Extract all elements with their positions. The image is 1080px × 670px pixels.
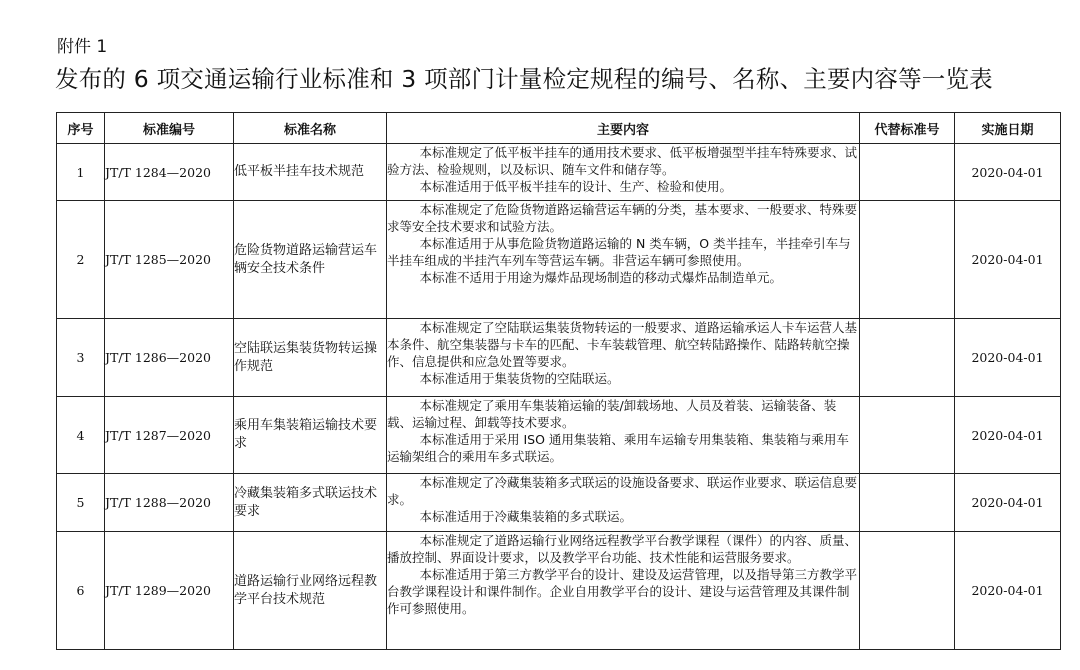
table-row <box>57 532 1061 650</box>
row-effective-date: 2020-04-01 <box>955 319 1061 397</box>
row-serial-no: 3 <box>57 319 105 397</box>
row-standard-name: 道路运输行业网络远程教学平台技术规范 <box>234 532 387 650</box>
row-effective-date: 2020-04-01 <box>955 201 1061 319</box>
header-main-content: 主要内容 <box>387 113 860 144</box>
standards-table <box>56 112 1061 650</box>
row-replaced-standard <box>860 319 955 397</box>
header-standard-code: 标准编号 <box>105 113 234 144</box>
content-paragraph: 本标准规定了冷藏集装箱多式联运的设施设备要求、联运作业要求、联运信息要求。 <box>387 475 858 507</box>
header-effective-date: 实施日期 <box>955 113 1061 144</box>
table-header-row <box>57 113 1061 144</box>
content-paragraph: 本标准规定了低平板半挂车的通用技术要求、低平板增强型半挂车特殊要求、试验方法、检验规则，以及标识、随车文件和储存等。 <box>387 145 858 177</box>
row-serial-no: 4 <box>57 397 105 474</box>
row-serial-no: 2 <box>57 201 105 319</box>
row-replaced-standard <box>860 144 955 201</box>
header-replaced-standard: 代替标准号 <box>860 113 955 144</box>
row-standard-name: 危险货物道路运输营运车辆安全技术条件 <box>234 201 387 319</box>
table-row <box>57 319 1061 397</box>
row-standard-name: 冷藏集装箱多式联运技术要求 <box>234 474 387 532</box>
table-row <box>57 397 1061 474</box>
row-serial-no: 1 <box>57 144 105 201</box>
content-paragraph: 本标准规定了空陆联运集装货物转运的一般要求、道路运输承运人卡车运营人基本条件、航空集装器与卡车的匹配、卡车装载管理、航空转陆路操作、陆路转航空操作、信息提供和应急处置等要求。 <box>387 320 858 369</box>
content-paragraph: 本标准规定了道路运输行业网络远程教学平台教学课程（课件）的内容、质量、播放控制、界面设计要求，以及教学平台功能、技术性能和运营服务要求。 <box>387 533 858 565</box>
row-standard-name: 低平板半挂车技术规范 <box>234 144 387 201</box>
row-effective-date: 2020-04-01 <box>955 144 1061 201</box>
document-title: 发布的 6 项交通运输行业标准和 3 项部门计量检定规程的编号、名称、主要内容等一览表 <box>55 65 993 93</box>
content-paragraph: 本标准规定了危险货物道路运输营运车辆的分类，基本要求、一般要求、特殊要求等安全技术要求和试验方法。 <box>387 202 858 234</box>
content-paragraph: 本标准规定了乘用车集装箱运输的装/卸载场地、人员及着装、运输装备、装载、运输过程、卸载等技术要求。 <box>387 398 837 430</box>
row-standard-code: JT/T 1286—2020 <box>105 319 234 397</box>
row-main-content <box>387 532 860 650</box>
row-effective-date: 2020-04-01 <box>955 397 1061 474</box>
row-main-content <box>387 474 860 532</box>
row-main-content <box>387 201 860 319</box>
row-standard-name: 空陆联运集装货物转运操作规范 <box>234 319 387 397</box>
content-paragraph: 本标准适用于采用 ISO 通用集装箱、乘用车运输专用集装箱、集装箱与乘用车运输架组合的乘用车多式联运。 <box>387 432 849 464</box>
row-standard-name: 乘用车集装箱运输技术要求 <box>234 397 387 474</box>
row-standard-code: JT/T 1288—2020 <box>105 474 234 532</box>
row-standard-code: JT/T 1289—2020 <box>105 532 234 650</box>
row-replaced-standard <box>860 201 955 319</box>
row-replaced-standard <box>860 532 955 650</box>
row-replaced-standard <box>860 397 955 474</box>
header-standard-name: 标准名称 <box>234 113 387 144</box>
header-serial-no: 序号 <box>57 113 105 144</box>
table-row <box>57 474 1061 532</box>
table-row <box>57 201 1061 319</box>
row-standard-code: JT/T 1287—2020 <box>105 397 234 474</box>
content-paragraph: 本标准适用于集装货物的空陆联运。 <box>419 371 620 386</box>
row-serial-no: 6 <box>57 532 105 650</box>
content-paragraph: 本标准适用于第三方教学平台的设计、建设及运营管理，以及指导第三方教学平台教学课程设计和课件制作。企业自用教学平台的设计、建设与运营管理及其课件制作可参照使用。 <box>387 567 858 616</box>
row-standard-code: JT/T 1285—2020 <box>105 201 234 319</box>
content-paragraph: 本标准适用于从事危险货物道路运输的 N 类车辆，O 类半挂车，半挂牵引车与半挂车组成的半挂汽车列车等营运车辆。非营运车辆可参照使用。 <box>387 236 851 268</box>
content-paragraph: 本标准适用于低平板半挂车的设计、生产、检验和使用。 <box>419 179 733 194</box>
row-main-content <box>387 397 860 474</box>
row-effective-date: 2020-04-01 <box>955 474 1061 532</box>
content-paragraph: 本标准适用于冷藏集装箱的多式联运。 <box>419 509 633 524</box>
content-paragraph: 本标准不适用于用途为爆炸品现场制造的移动式爆炸品制造单元。 <box>419 270 783 285</box>
row-main-content <box>387 319 860 397</box>
row-serial-no: 5 <box>57 474 105 532</box>
table-row <box>57 144 1061 201</box>
row-effective-date: 2020-04-01 <box>955 532 1061 650</box>
row-standard-code: JT/T 1284—2020 <box>105 144 234 201</box>
attachment-label: 附件 1 <box>57 37 108 57</box>
row-main-content <box>387 144 860 201</box>
row-replaced-standard <box>860 474 955 532</box>
